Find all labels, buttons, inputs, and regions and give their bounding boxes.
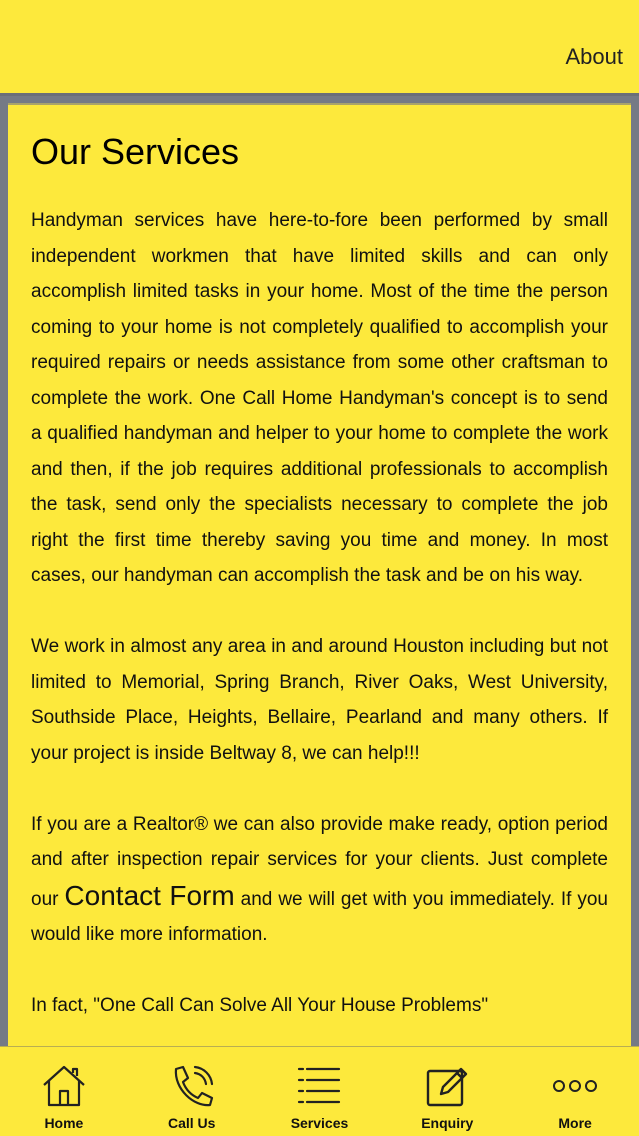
closing-paragraph: In fact, "One Call Can Solve All Your House Problems" bbox=[31, 995, 489, 1016]
realtor-text-after: and we will get with you immediately. If you would like more information. bbox=[31, 888, 608, 945]
content-panel[interactable] bbox=[8, 103, 631, 1048]
tab-call-us-label: Call Us bbox=[167, 1115, 216, 1131]
tab-more[interactable] bbox=[511, 1047, 639, 1136]
home-icon bbox=[40, 1063, 88, 1109]
tab-bar bbox=[0, 1046, 639, 1136]
realtor-text-before: If you are a Realtor® we can also provide make ready, option period and after inspection repair services for your clients. Just complete our bbox=[31, 813, 608, 910]
tab-enquiry[interactable] bbox=[383, 1047, 511, 1136]
tab-enquiry-label: Enquiry bbox=[421, 1115, 474, 1131]
about-link[interactable]: About bbox=[565, 44, 623, 69]
realtor-paragraph bbox=[31, 807, 608, 953]
top-bar bbox=[0, 0, 639, 96]
tab-more-label: More bbox=[558, 1115, 592, 1131]
service-area-paragraph: We work in almost any area in and around Houston including but not limited to Memorial, Spring Branch, River Oaks, West University, Southside Place, Heights, Bellaire, Pearland and many others. If your project is inside Beltway 8, we can help!!! bbox=[31, 636, 608, 764]
tab-home-label: Home bbox=[44, 1115, 84, 1131]
content-frame bbox=[0, 96, 639, 1048]
tab-home[interactable] bbox=[0, 1047, 128, 1136]
contact-form-link[interactable]: Contact Form bbox=[64, 879, 235, 911]
tab-services-label: Services bbox=[290, 1115, 349, 1131]
content-body bbox=[8, 105, 631, 1024]
edit-icon bbox=[423, 1063, 471, 1109]
more-icon bbox=[551, 1063, 599, 1109]
services-paragraph: Handyman services have here-to-fore been performed by small independent workmen that have limited skills and can only accomplish limited tasks in your home. Most of the time the person coming to your home is not completely qualified to accomplish your required repairs or needs assistance from some other craftsman to complete the work. One Call Home Handyman's concept is to send a qualified handyman and helper to your home to complete the work and then, if the job requires additional professionals to accomplish the task, send only the specialists necessary to complete the job right the first time thereby saving you time and money. In most cases, our handyman can accomplish the task and be on his way. bbox=[31, 210, 608, 586]
page-title: Our Services bbox=[31, 131, 240, 172]
list-icon bbox=[295, 1063, 343, 1109]
tab-call-us[interactable] bbox=[128, 1047, 256, 1136]
phone-icon bbox=[168, 1063, 216, 1109]
tab-services[interactable] bbox=[256, 1047, 384, 1136]
